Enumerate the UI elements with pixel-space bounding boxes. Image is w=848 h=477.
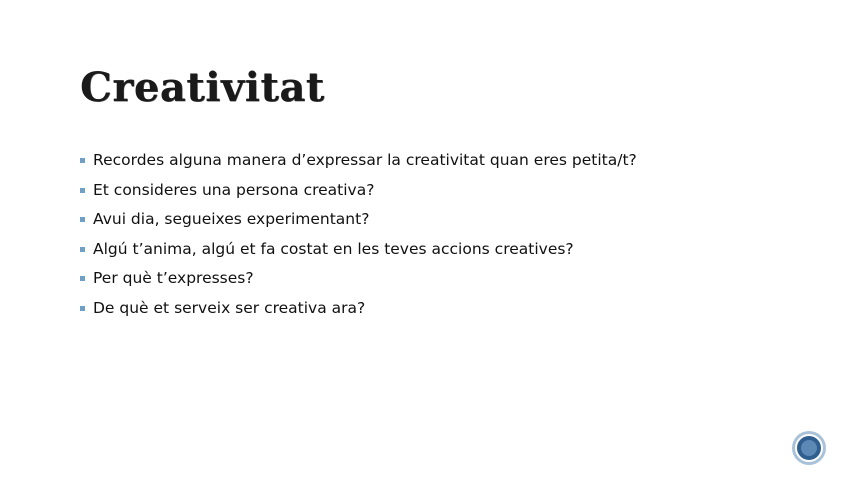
bullet-square-icon xyxy=(80,158,85,163)
bullet-list xyxy=(80,146,637,323)
bullet-square-icon xyxy=(80,188,85,193)
bullet-square-icon xyxy=(80,276,85,281)
bullet-item xyxy=(80,146,637,176)
bullet-text: Per què t’expresses? xyxy=(93,269,254,287)
bullet-text: Avui dia, segueixes experimentant? xyxy=(93,210,370,228)
slide-nav-button[interactable] xyxy=(792,431,826,465)
bullet-item xyxy=(80,176,637,206)
bullet-square-icon xyxy=(80,217,85,222)
bullet-item xyxy=(80,235,637,265)
bullet-square-icon xyxy=(80,306,85,311)
bullet-text: Algú t’anima, algú et fa costat en les teves accions creatives? xyxy=(93,239,574,258)
bullet-square-icon xyxy=(80,247,85,252)
slide-title: Creativitat xyxy=(80,64,325,111)
bullet-text: Recordes alguna manera d’expressar la creativitat quan eres petita/t? xyxy=(93,151,637,169)
bullet-item xyxy=(80,294,637,324)
bullet-item xyxy=(80,205,637,235)
bullet-text: Et consideres una persona creativa? xyxy=(93,180,375,199)
circle-nav-icon xyxy=(795,434,823,462)
circle-nav-core xyxy=(801,440,817,456)
bullet-item xyxy=(80,264,637,294)
bullet-text: De què et serveix ser creativa ara? xyxy=(93,298,366,317)
